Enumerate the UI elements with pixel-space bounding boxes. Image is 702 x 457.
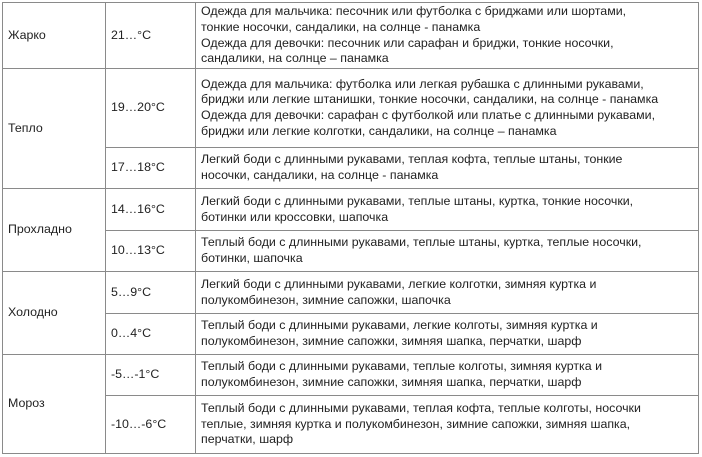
description-line: тонкие носочки, сандалики, на солнце - панамка [201, 19, 481, 34]
temperature-cell: 19…20°C [106, 69, 196, 148]
category-cell: Прохладно [3, 189, 106, 272]
description-cell [196, 3, 699, 69]
temperature-cell: 21…°C [106, 3, 196, 69]
category-cell: Холодно [3, 272, 106, 355]
table-row [3, 148, 699, 189]
table-row [3, 272, 699, 314]
description-cell [196, 272, 699, 314]
description-line: полукомбинезон, зимние сапожки, шапочка [201, 292, 451, 307]
table-row [3, 69, 699, 148]
table-row [3, 314, 699, 355]
description-line: Легкий боди с длинными рукавами, теплые штаны, куртка, тонкие носочки, [201, 193, 634, 208]
description-line: Теплый боди с длинными рукавами, теплые колготы, зимняя куртка и [201, 359, 602, 374]
description-line: полукомбинезон, зимние сапожки, зимняя шапка, перчатки, шарф [201, 375, 582, 389]
description-line: ботинки, шапочка [201, 251, 303, 265]
temperature-cell: 14…16°C [106, 189, 196, 231]
temperature-cell: 17…18°C [106, 148, 196, 189]
table-row [3, 189, 699, 231]
description-cell [196, 396, 699, 454]
category-cell: Тепло [3, 69, 106, 189]
description-line: полукомбинезон, зимние сапожки, зимняя шапка, перчатки, шарф [201, 334, 582, 348]
temperature-cell: 5…9°C [106, 272, 196, 314]
category-cell: Жарко [3, 3, 106, 69]
description-cell [196, 189, 699, 231]
table-row [3, 396, 699, 454]
description-cell [196, 69, 699, 148]
description-line: Теплый боди с длинными рукавами, теплые штаны, куртка, теплые носочки, [201, 235, 642, 250]
category-cell: Мороз [3, 355, 106, 454]
table-row [3, 3, 699, 69]
description-line: бриджи или легкие колготки, сандалики, на солнце – панамка [201, 123, 557, 138]
temperature-cell: 10…13°C [106, 231, 196, 272]
description-line: Легкий боди с длинными рукавами, теплая кофта, теплые штаны, тонкие [201, 152, 623, 167]
description-line: Одежда для мальчика: песочник или футболка с бриджами или шортами, [201, 4, 627, 19]
temperature-cell: 0…4°C [106, 314, 196, 355]
description-line: Теплый боди с длинными рукавами, легкие колготы, зимняя куртка и [201, 318, 598, 333]
temperature-cell: -10…-6°C [106, 396, 196, 454]
description-cell [196, 314, 699, 355]
description-cell [196, 148, 699, 189]
description-line: Одежда для мальчика: футболка или легкая рубашка с длинными рукавами, [201, 76, 644, 91]
description-line: перчатки, шарф [201, 432, 294, 447]
description-line: Легкий боди с длинными рукавами, легкие колготки, зимняя куртка и [201, 276, 597, 291]
description-cell [196, 231, 699, 272]
description-line: Одежда для девочки: сарафан с футболкой или платье с длинными рукавами, [201, 108, 656, 122]
temperature-cell: -5…-1°C [106, 355, 196, 396]
table-row [3, 231, 699, 272]
description-line: теплые, зимняя куртка и полукомбинезон, зимние сапожки, зимняя шапка, [201, 416, 631, 431]
description-line: сандалики, на солнце – панамка [201, 51, 389, 66]
description-line: ботинки или кроссовки, шапочка [201, 209, 389, 224]
clothing-temperature-table [2, 2, 699, 454]
description-cell [196, 355, 699, 396]
description-line: носочки, сандалики, на солнце - панамка [201, 168, 439, 182]
description-line: Теплый боди с длинными рукавами, теплая кофта, теплые колготы, носочки [201, 401, 641, 416]
description-line: Одежда для девочки: песочник или сарафан и бриджи, тонкие носочки, [201, 35, 614, 50]
table-row [3, 355, 699, 396]
description-line: бриджи или легкие штанишки, тонкие носочки, сандалики, на солнце - панамка [201, 92, 659, 107]
